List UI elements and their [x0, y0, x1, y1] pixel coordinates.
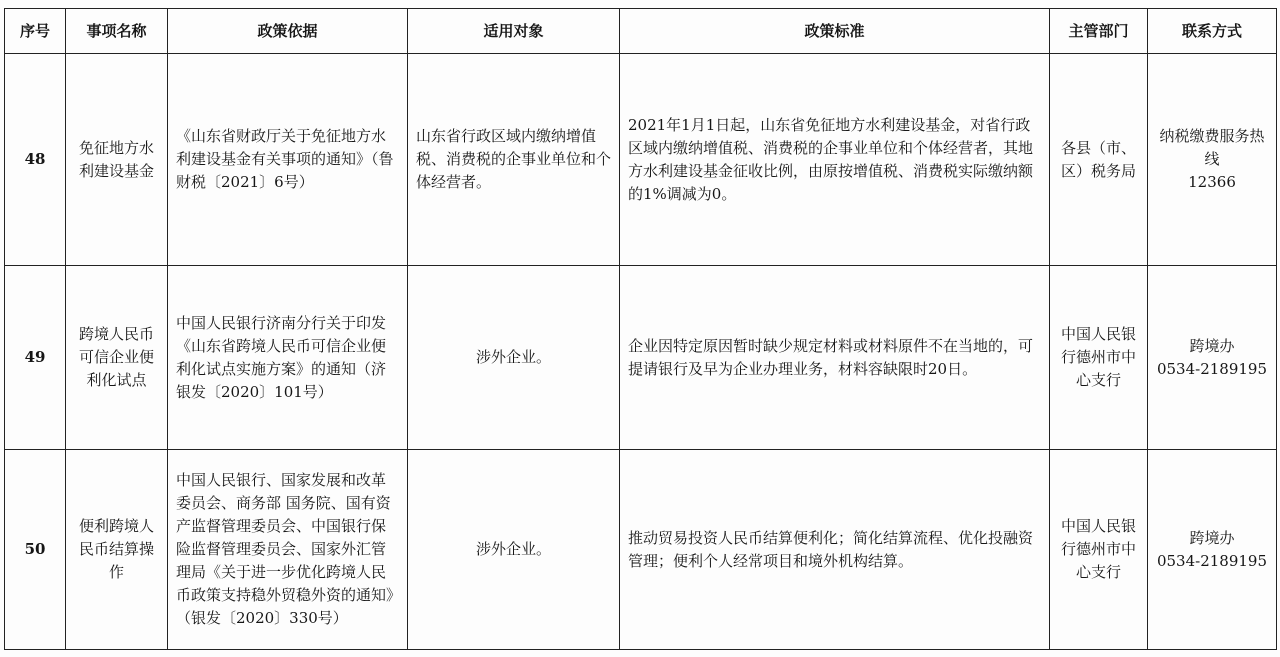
table-row	[5, 266, 1277, 450]
row-target: 涉外企业。	[408, 266, 620, 450]
header-standard: 政策标准	[620, 9, 1050, 54]
row-target: 山东省行政区域内缴纳增值税、消费税的企事业单位和个体经营者。	[408, 54, 620, 266]
header-contact: 联系方式	[1148, 9, 1277, 54]
contact-number: 0534-2189195	[1156, 551, 1268, 570]
row-no: 48	[5, 54, 66, 266]
header-target: 适用对象	[408, 9, 620, 54]
row-name: 便利跨境人民币结算操作	[66, 450, 168, 650]
row-no: 50	[5, 450, 66, 650]
policy-table	[4, 8, 1277, 650]
contact-number: 0534-2189195	[1156, 359, 1268, 378]
table-row	[5, 54, 1277, 266]
row-no: 49	[5, 266, 66, 450]
header-no: 序号	[5, 9, 66, 54]
contact-label: 跨境办	[1189, 528, 1235, 547]
row-standard: 企业因特定原因暂时缺少规定材料或材料原件不在当地的，可提请银行及早为企业办理业务，材料容缺限时20日。	[620, 266, 1050, 450]
table-row	[5, 450, 1277, 650]
row-contact	[1148, 266, 1277, 450]
row-basis: 《山东省财政厅关于免征地方水利建设基金有关事项的通知》（鲁财税〔2021〕6号）	[168, 54, 408, 266]
row-dept: 中国人民银行德州市中心支行	[1050, 266, 1148, 450]
row-target: 涉外企业。	[408, 450, 620, 650]
row-basis: 中国人民银行、国家发展和改革委员会、商务部 国务院、国有资产监督管理委员会、中国银行保险监督管理委员会、国家外汇管理局《关于进一步优化跨境人民币政策支持稳外贸稳外资的通知》（银发〔2020〕330号）	[168, 450, 408, 650]
header-row	[5, 9, 1277, 54]
header-basis: 政策依据	[168, 9, 408, 54]
row-dept: 各县（市、区）税务局	[1050, 54, 1148, 266]
row-dept: 中国人民银行德州市中心支行	[1050, 450, 1148, 650]
contact-number: 12366	[1188, 173, 1236, 191]
row-contact	[1148, 450, 1277, 650]
row-standard: 推动贸易投资人民币结算便利化；简化结算流程、优化投融资管理；便利个人经常项目和境外机构结算。	[620, 450, 1050, 650]
header-name: 事项名称	[66, 9, 168, 54]
row-name: 免征地方水利建设基金	[66, 54, 168, 266]
contact-label: 跨境办	[1189, 336, 1235, 355]
header-dept: 主管部门	[1050, 9, 1148, 54]
row-contact	[1148, 54, 1277, 266]
row-standard: 2021年1月1日起，山东省免征地方水利建设基金，对省行政区域内缴纳增值税、消费税的企事业单位和个体经营者，其地方水利建设基金征收比例，由原按增值税、消费税实际缴纳额的1%调减为0。	[620, 54, 1050, 266]
contact-label: 纳税缴费服务热线	[1159, 127, 1265, 168]
row-basis: 中国人民银行济南分行关于印发《山东省跨境人民币可信企业便利化试点实施方案》的通知（济银发〔2020〕101号）	[168, 266, 408, 450]
row-name: 跨境人民币可信企业便利化试点	[66, 266, 168, 450]
